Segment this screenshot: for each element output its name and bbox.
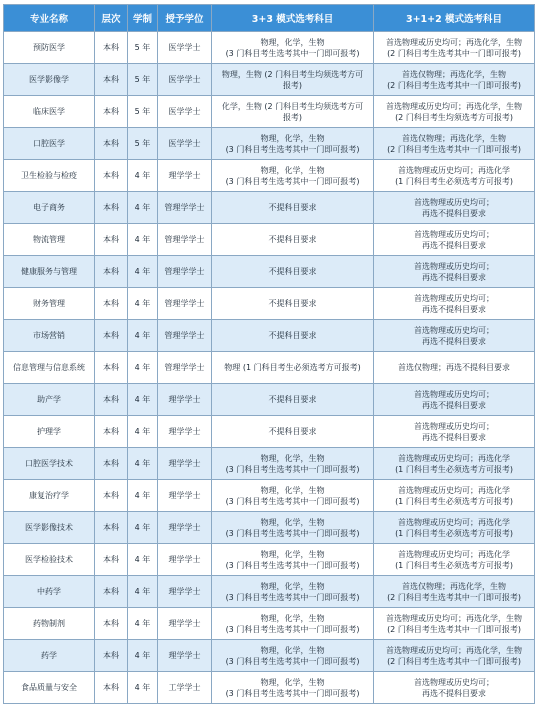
level-cell: 本科 [95,128,128,160]
header-row [4,5,535,32]
subjects-3plus3-cell [212,672,374,704]
subject-requirement-line: (3 门科目考生选考其中一门即可报考) [225,592,360,602]
degree-cell: 医学学士 [158,128,212,160]
degree-cell: 管理学学士 [158,192,212,224]
table-row [4,384,535,416]
subject-requirement-line: 首选物理或历史均可； [414,261,494,271]
degree-cell: 管理学学士 [158,320,212,352]
subject-requirement-line: (1 门科目考生必须选考方可报考) [395,496,513,506]
subjects-3plus1plus2-cell [374,416,535,448]
table-container [3,4,534,704]
subject-requirement-line: (3 门科目考生选考其中一门即可报考) [225,496,360,506]
major-name-cell: 中药学 [4,576,95,608]
subjects-3plus3-cell [212,32,374,64]
table-row [4,672,535,704]
years-cell: 4 年 [128,192,158,224]
subject-requirements-table [3,4,535,704]
degree-cell: 管理学学士 [158,256,212,288]
subjects-3plus1plus2-cell [374,320,535,352]
major-name-cell: 口腔医学 [4,128,95,160]
subject-requirement-line: (3 门科目考生选考其中一门即可报考) [225,48,360,58]
subject-requirement-line: (2 门科目考生均须选考方可报考) [395,112,513,122]
years-cell: 4 年 [128,320,158,352]
subject-requirement-line: (3 门科目考生选考其中一门即可报考) [225,176,360,186]
subject-requirement-line: 物理，化学，生物 [260,37,325,47]
major-name-cell: 医学影像技术 [4,512,95,544]
table-row [4,416,535,448]
major-name-cell: 电子商务 [4,192,95,224]
header-years: 学制 [128,5,158,32]
major-name-cell: 药学 [4,640,95,672]
major-name-cell: 医学检验技术 [4,544,95,576]
subject-requirement-line: 物理，化学，生物 [260,613,325,623]
subject-requirement-line: 物理 (1 门科目考生必须选考方可报考) [224,363,361,372]
major-name-cell: 健康服务与管理 [4,256,95,288]
subject-requirement-line: 首选物理或历史均可； [414,389,494,399]
subject-requirement-line: (3 门科目考生选考其中一门即可报考) [225,464,360,474]
table-row [4,544,535,576]
level-cell: 本科 [95,96,128,128]
years-cell: 5 年 [128,128,158,160]
degree-cell: 管理学学士 [158,288,212,320]
header-3plus1plus2-subjects: 3+1+2 模式选考科目 [374,5,535,32]
table-row [4,512,535,544]
subject-requirement-line: 再选不提科目要求 [422,432,486,442]
subject-requirement-line: 再选不提科目要求 [422,400,486,410]
degree-cell: 理学学士 [158,448,212,480]
subjects-3plus3-cell [212,64,374,96]
years-cell: 4 年 [128,416,158,448]
subject-requirement-line: (3 门科目考生选考其中一门即可报考) [225,144,360,154]
major-name-cell: 预防医学 [4,32,95,64]
subject-requirement-line: 首选仅物理；再选化学，生物 [402,133,506,143]
subjects-3plus3-cell [212,480,374,512]
table-row [4,160,535,192]
degree-cell: 理学学士 [158,480,212,512]
subject-requirement-line: (2 门科目考生选考其中一门即可报考) [387,624,521,634]
subject-requirement-line: 不提科目要求 [268,331,317,340]
subject-requirement-line: (2 门科目考生选考其中一门即可报考) [387,592,521,602]
major-name-cell: 康复治疗学 [4,480,95,512]
years-cell: 4 年 [128,352,158,384]
level-cell: 本科 [95,64,128,96]
major-name-cell: 临床医学 [4,96,95,128]
subject-requirement-line: 不提科目要求 [268,299,317,308]
level-cell: 本科 [95,288,128,320]
level-cell: 本科 [95,320,128,352]
subjects-3plus1plus2-cell [374,384,535,416]
level-cell: 本科 [95,384,128,416]
subject-requirement-line: 首选物理或历史均可； [414,229,494,239]
years-cell: 5 年 [128,64,158,96]
table-row [4,320,535,352]
header-level: 层次 [95,5,128,32]
years-cell: 4 年 [128,384,158,416]
subject-requirement-line: 首选物理或历史均可；再选化学 [398,549,510,559]
subject-requirement-line: 首选物理或历史均可；再选化学 [398,485,510,495]
level-cell: 本科 [95,448,128,480]
table-row [4,480,535,512]
subject-requirement-line: 不提科目要求 [268,427,317,436]
degree-cell: 理学学士 [158,512,212,544]
major-name-cell: 护理学 [4,416,95,448]
years-cell: 4 年 [128,448,158,480]
subjects-3plus3-cell [212,128,374,160]
subject-requirement-line: 首选仅物理；再选不提科目要求 [398,363,510,372]
subject-requirement-line: 物理，化学，生物 [260,549,325,559]
subjects-3plus1plus2-cell [374,672,535,704]
subject-requirement-line: (1 门科目考生必须选考方可报考) [395,176,513,186]
table-row [4,192,535,224]
level-cell: 本科 [95,672,128,704]
subject-requirement-line: 首选物理或历史均可；再选化学，生物 [386,645,522,655]
subject-requirement-line: 首选物理或历史均可；再选化学 [398,165,510,175]
subjects-3plus3-cell [212,224,374,256]
subjects-3plus1plus2-cell [374,352,535,384]
subject-requirement-line: 化学，生物 (2 门科目考生均须选考方可 [221,101,364,111]
degree-cell: 理学学士 [158,608,212,640]
major-name-cell: 物流管理 [4,224,95,256]
years-cell: 4 年 [128,288,158,320]
subjects-3plus3-cell [212,544,374,576]
header-degree: 授予学位 [158,5,212,32]
level-cell: 本科 [95,480,128,512]
degree-cell: 管理学学士 [158,352,212,384]
subject-requirement-line: 报考) [282,80,303,90]
subject-requirement-line: (2 门科目考生选考其中一门即可报考) [387,656,521,666]
level-cell: 本科 [95,544,128,576]
subject-requirement-line: 再选不提科目要求 [422,688,486,698]
degree-cell: 医学学士 [158,64,212,96]
subject-requirement-line: 物理，化学，生物 [260,645,325,655]
subject-requirement-line: 物理，化学，生物 [260,133,325,143]
subjects-3plus3-cell [212,416,374,448]
subject-requirement-line: 再选不提科目要求 [422,336,486,346]
subjects-3plus1plus2-cell [374,128,535,160]
years-cell: 5 年 [128,96,158,128]
subject-requirement-line: 首选物理或历史均可；再选化学 [398,453,510,463]
major-name-cell: 财务管理 [4,288,95,320]
subject-requirement-line: 不提科目要求 [268,235,317,244]
table-row [4,32,535,64]
subjects-3plus1plus2-cell [374,256,535,288]
subject-requirement-line: 物理，化学，生物 [260,517,325,527]
subjects-3plus3-cell [212,384,374,416]
major-name-cell: 卫生检验与检疫 [4,160,95,192]
years-cell: 4 年 [128,256,158,288]
level-cell: 本科 [95,640,128,672]
subject-requirement-line: 首选物理或历史均可； [414,325,494,335]
degree-cell: 医学学士 [158,32,212,64]
years-cell: 4 年 [128,160,158,192]
subject-requirement-line: (2 门科目考生选考其中一门即可报考) [387,144,521,154]
table-row [4,224,535,256]
subject-requirement-line: 物理，化学，生物 [260,485,325,495]
subject-requirement-line: 首选物理或历史均可； [414,421,494,431]
table-row [4,448,535,480]
degree-cell: 理学学士 [158,576,212,608]
subject-requirement-line: 首选物理或历史均可；再选化学，生物 [386,101,522,111]
level-cell: 本科 [95,160,128,192]
table-row [4,96,535,128]
subject-requirement-line: (3 门科目考生选考其中一门即可报考) [225,688,360,698]
table-row [4,256,535,288]
subject-requirement-line: 不提科目要求 [268,203,317,212]
subjects-3plus1plus2-cell [374,64,535,96]
major-name-cell: 食品质量与安全 [4,672,95,704]
subject-requirement-line: 物理，化学，生物 [260,453,325,463]
table-header [4,5,535,32]
table-row [4,64,535,96]
subjects-3plus1plus2-cell [374,512,535,544]
subject-requirement-line: 首选物理或历史均可； [414,677,494,687]
subject-requirement-line: 再选不提科目要求 [422,208,486,218]
level-cell: 本科 [95,32,128,64]
years-cell: 4 年 [128,576,158,608]
years-cell: 4 年 [128,640,158,672]
level-cell: 本科 [95,608,128,640]
subject-requirement-line: 物理，化学，生物 [260,677,325,687]
major-name-cell: 医学影像学 [4,64,95,96]
level-cell: 本科 [95,416,128,448]
subjects-3plus1plus2-cell [374,640,535,672]
subjects-3plus1plus2-cell [374,544,535,576]
level-cell: 本科 [95,256,128,288]
subject-requirement-line: (2 门科目考生选考其中一门即可报考) [387,80,521,90]
level-cell: 本科 [95,576,128,608]
level-cell: 本科 [95,224,128,256]
table-row [4,608,535,640]
subjects-3plus1plus2-cell [374,224,535,256]
degree-cell: 理学学士 [158,384,212,416]
subject-requirement-line: 首选仅物理；再选化学，生物 [402,69,506,79]
subject-requirement-line: 物理，化学，生物 [260,581,325,591]
subject-requirement-line: 不提科目要求 [268,395,317,404]
subjects-3plus1plus2-cell [374,160,535,192]
header-3plus3-subjects: 3+3 模式选考科目 [212,5,374,32]
subject-requirement-line: (3 门科目考生选考其中一门即可报考) [225,560,360,570]
table-row [4,576,535,608]
subject-requirement-line: (1 门科目考生必须选考方可报考) [395,528,513,538]
degree-cell: 医学学士 [158,96,212,128]
table-body [4,32,535,704]
major-name-cell: 口腔医学技术 [4,448,95,480]
subject-requirement-line: 首选仅物理；再选化学，生物 [402,581,506,591]
header-major-name: 专业名称 [4,5,95,32]
subject-requirement-line: 首选物理或历史均可；再选化学，生物 [386,613,522,623]
degree-cell: 理学学士 [158,416,212,448]
subject-requirement-line: (1 门科目考生必须选考方可报考) [395,464,513,474]
subjects-3plus1plus2-cell [374,576,535,608]
subjects-3plus1plus2-cell [374,608,535,640]
table-row [4,288,535,320]
subject-requirement-line: 再选不提科目要求 [422,304,486,314]
subjects-3plus1plus2-cell [374,480,535,512]
level-cell: 本科 [95,352,128,384]
degree-cell: 理学学士 [158,640,212,672]
subjects-3plus3-cell [212,160,374,192]
subjects-3plus3-cell [212,256,374,288]
major-name-cell: 市场营销 [4,320,95,352]
table-row [4,640,535,672]
years-cell: 4 年 [128,512,158,544]
subject-requirement-line: 再选不提科目要求 [422,272,486,282]
subject-requirement-line: 报考) [282,112,303,122]
subject-requirement-line: (3 门科目考生选考其中一门即可报考) [225,528,360,538]
subject-requirement-line: 首选物理或历史均可； [414,197,494,207]
level-cell: 本科 [95,512,128,544]
subjects-3plus1plus2-cell [374,32,535,64]
years-cell: 4 年 [128,672,158,704]
subjects-3plus3-cell [212,192,374,224]
subjects-3plus3-cell [212,576,374,608]
table-row [4,352,535,384]
years-cell: 4 年 [128,608,158,640]
subjects-3plus1plus2-cell [374,288,535,320]
subject-requirement-line: (3 门科目考生选考其中一门即可报考) [225,624,360,634]
subject-requirement-line: 首选物理或历史均可； [414,293,494,303]
subjects-3plus3-cell [212,320,374,352]
subject-requirement-line: (3 门科目考生选考其中一门即可报考) [225,656,360,666]
subject-requirement-line: 首选物理或历史均可；再选化学 [398,517,510,527]
subject-requirement-line: 物理，化学，生物 [260,165,325,175]
subject-requirement-line: (1 门科目考生必须选考方可报考) [395,560,513,570]
subjects-3plus1plus2-cell [374,448,535,480]
subjects-3plus1plus2-cell [374,192,535,224]
major-name-cell: 信息管理与信息系统 [4,352,95,384]
subjects-3plus3-cell [212,640,374,672]
subjects-3plus3-cell [212,608,374,640]
degree-cell: 管理学学士 [158,224,212,256]
level-cell: 本科 [95,192,128,224]
subjects-3plus3-cell [212,512,374,544]
major-name-cell: 助产学 [4,384,95,416]
years-cell: 4 年 [128,544,158,576]
major-name-cell: 药物制剂 [4,608,95,640]
degree-cell: 理学学士 [158,544,212,576]
subjects-3plus3-cell [212,96,374,128]
subjects-3plus1plus2-cell [374,96,535,128]
subject-requirement-line: 不提科目要求 [268,267,317,276]
years-cell: 5 年 [128,32,158,64]
table-row [4,128,535,160]
subject-requirement-line: (2 门科目考生选考其中一门即可报考) [387,48,521,58]
subjects-3plus3-cell [212,448,374,480]
years-cell: 4 年 [128,224,158,256]
subject-requirement-line: 首选物理或历史均可；再选化学，生物 [386,37,522,47]
subject-requirement-line: 物理，生物 (2 门科目考生均须选考方可 [221,69,364,79]
subjects-3plus3-cell [212,352,374,384]
subjects-3plus3-cell [212,288,374,320]
degree-cell: 理学学士 [158,160,212,192]
degree-cell: 工学学士 [158,672,212,704]
subject-requirement-line: 再选不提科目要求 [422,240,486,250]
years-cell: 4 年 [128,480,158,512]
